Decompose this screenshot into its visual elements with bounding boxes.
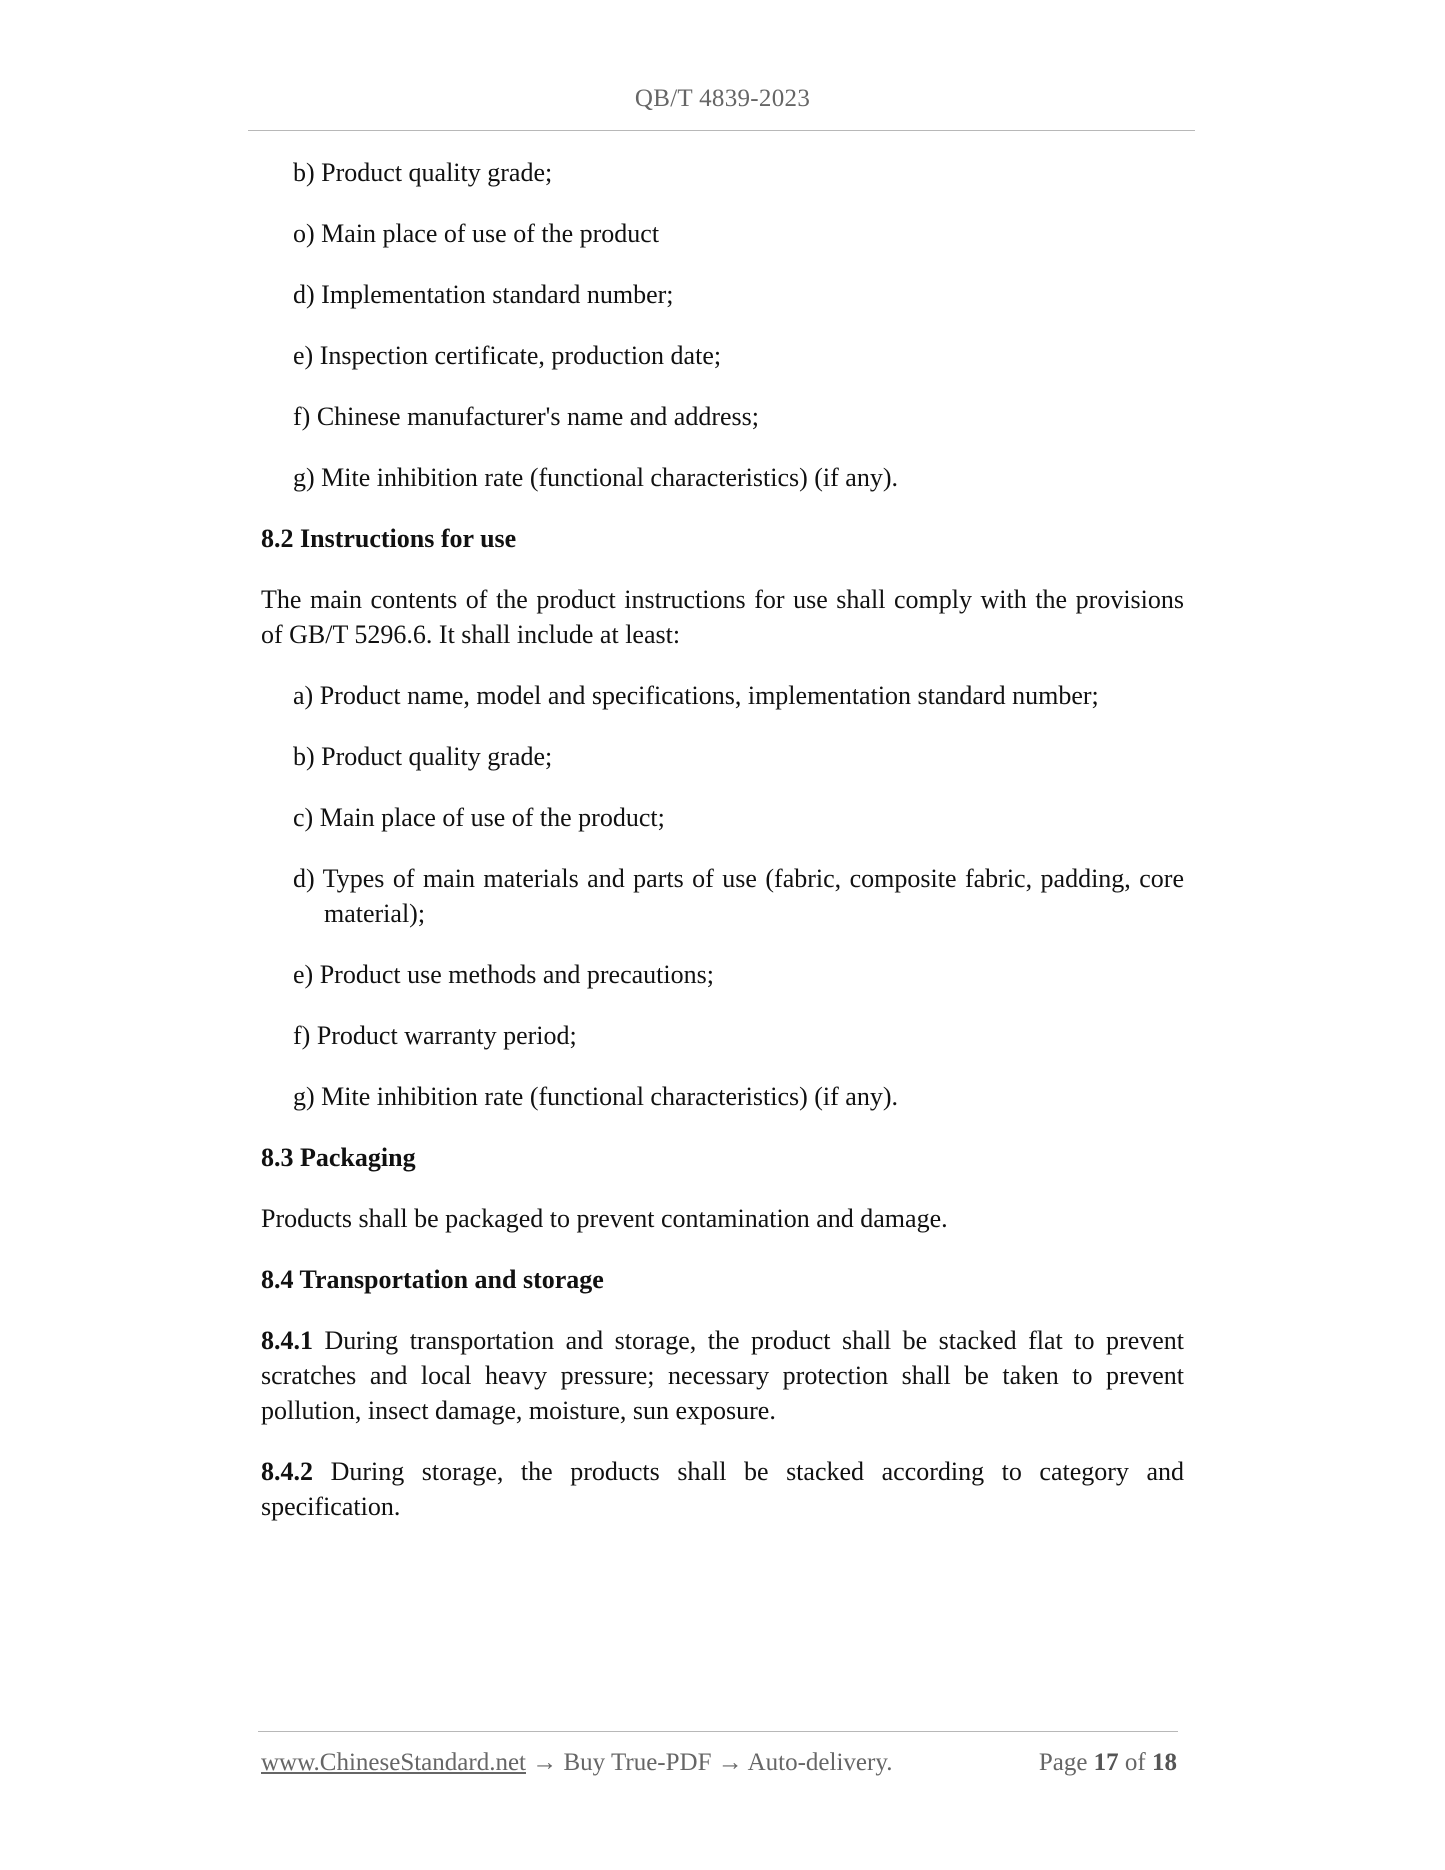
list-item: f) Product warranty period; <box>293 1021 577 1050</box>
footer-promo <box>261 1747 892 1779</box>
list-item: b) Product quality grade; <box>293 158 553 187</box>
page-indicator <box>1039 1747 1177 1779</box>
clause-number: 8.4.2 <box>261 1457 313 1486</box>
page-content <box>261 155 1184 1550</box>
section-heading-8-4: 8.4 Transportation and storage <box>261 1265 604 1294</box>
list-item: b) Product quality grade; <box>293 742 553 771</box>
arrow-right-icon: → <box>532 1749 558 1776</box>
page-label: Page <box>1038 1749 1088 1776</box>
of-label: of <box>1124 1749 1146 1776</box>
section-heading-8-2: 8.2 Instructions for use <box>261 524 517 553</box>
clause-text: During transportation and storage, the product shall be stacked flat to prevent scratches and local heavy pressure; necessary protection shall be taken to prevent pollution, insect damage, moisture, sun exposure. <box>261 1326 1184 1425</box>
clause-number: 8.4.1 <box>261 1326 313 1355</box>
delivery-text: Auto-delivery. <box>747 1749 893 1776</box>
current-page-number: 17 <box>1093 1749 1119 1776</box>
list-item: o) Main place of use of the product <box>293 219 660 248</box>
list-item: d) Implementation standard number; <box>293 280 674 309</box>
list-item: g) Mite inhibition rate (functional characteristics) (if any). <box>293 463 898 492</box>
list-item: e) Inspection certificate, production date; <box>293 341 722 370</box>
site-link[interactable]: www.ChineseStandard.net <box>261 1749 526 1776</box>
section-heading-8-3: 8.3 Packaging <box>261 1143 416 1172</box>
header-divider <box>248 130 1195 131</box>
list-item: d) Types of main materials and parts of use (fabric, composite fabric, padding, core material); <box>293 864 1184 928</box>
arrow-right-icon: → <box>717 1749 743 1776</box>
list-item: f) Chinese manufacturer's name and address; <box>293 402 760 431</box>
section-8-3-text: Products shall be packaged to prevent contamination and damage. <box>261 1204 948 1233</box>
clause-text: During storage, the products shall be stacked according to category and specification. <box>261 1457 1185 1521</box>
list-item: g) Mite inhibition rate (functional characteristics) (if any). <box>293 1082 898 1111</box>
list-item: e) Product use methods and precautions; <box>293 960 714 989</box>
list-item: a) Product name, model and specifications, implementation standard number; <box>293 681 1099 710</box>
section-8-2-intro: The main contents of the product instructions for use shall comply with the provisions of GB/T 5296.6. It shall include at least: <box>261 585 1184 649</box>
clause-8-4-1 <box>261 1323 1184 1428</box>
buy-text: Buy True-PDF <box>563 1749 712 1776</box>
list-item: c) Main place of use of the product; <box>293 803 665 832</box>
clause-8-4-2 <box>261 1454 1184 1524</box>
footer-divider <box>258 1731 1178 1732</box>
total-pages-number: 18 <box>1152 1749 1177 1776</box>
header-title: QB/T 4839-2023 <box>634 85 811 112</box>
